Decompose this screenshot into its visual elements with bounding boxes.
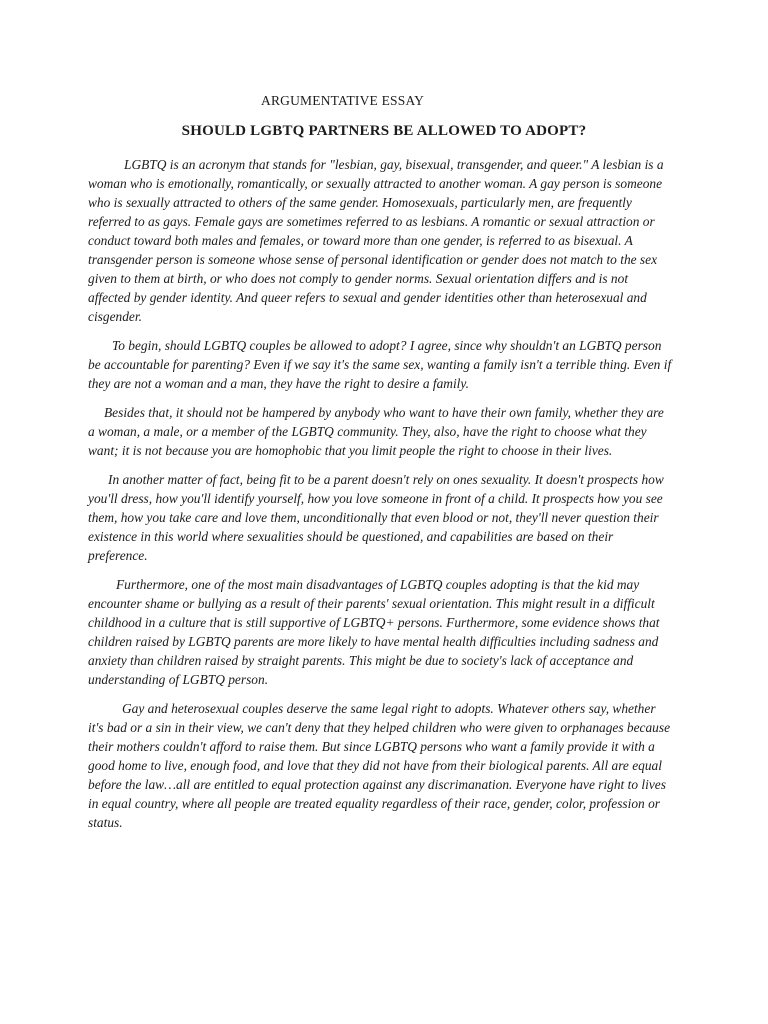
essay-body [88,155,673,842]
paragraph-besides-that: Besides that, it should not be hampered by anybody who want to have their own family, whether they are a woman, a male, or a member of the LGBTQ community. They, also, have the right to choose what they want; it is not because you are homophobic that you limit people the right to choose in their lives. [88,405,664,458]
paragraph-introduction: LGBTQ is an acronym that stands for "lesbian, gay, bisexual, transgender, and queer." A lesbian is a woman who is emotionally, romantically, or sexually attracted to another woman. A gay person is someone who is sexually attracted to others of the same gender. Homosexuals, particularly men, are frequently referred to as gays. Female gays are sometimes referred to as lesbians. A romantic or sexual attraction or conduct toward both males and females, or toward more than one gender, is referred to as bisexual. A transgender person is someone whose sense of personal identification or gender does not match to the sex given to them at birth, or who does not comply to gender norms. Sexual orientation differs and is not affected by gender identity. And queer refers to sexual and gender identities other than heterosexual and cisgender. [88,157,664,324]
paragraph-conclusion: Gay and heterosexual couples deserve the same legal right to adopts. Whatever others say, whether it's bad or a sin in their view, we can't deny that they helped children who were given to orphanages because their mothers couldn't afford to raise them. But since LGBTQ persons who want a family provide it with a good home to live, enough food, and love that they did not have from their biological parents. All are equal before the law…all are entitled to equal protection against any discrimanation. Everyone have right to lives in equal country, where all people are treated equality regardless of their race, gender, color, profession or status. [88,701,671,830]
paragraph-furthermore: Furthermore, one of the most main disadvantages of LGBTQ couples adopting is that the kid may encounter shame or bullying as a result of their parents' sexual orientation. This might result in a difficult childhood in a culture that is still supportive of LGBTQ+ persons. Furthermore, some evidence shows that children raised by LGBTQ parents are more likely to have mental health difficulties including sadness and anxiety than children raised by straight parents. This might be due to society's lack of acceptance and understanding of LGBTQ person. [88,577,660,687]
paragraph-another-matter: In another matter of fact, being fit to be a parent doesn't rely on ones sexuality. It doesn't prospects how you'll dress, how you'll identify yourself, how you love someone in front of a child. It prospects how you see them, how you take care and love them, unconditionally that even blood or not, they'll never question their existence in this world where sexualities should be questioned, and capabilities are based on their preference. [88,472,664,563]
paragraph-to-begin: To begin, should LGBTQ couples be allowed to adopt? I agree, since why shouldn't an LGBTQ person be accountable for parenting? Even if we say it's the same sex, wanting a family isn't a terrible thing. Even if they are not a woman and a man, they have the right to desire a family. [88,338,672,391]
essay-title: SHOULD LGBTQ PARTNERS BE ALLOWED TO ADOPT? [181,123,587,139]
essay-type-label: ARGUMENTATIVE ESSAY [261,93,425,108]
